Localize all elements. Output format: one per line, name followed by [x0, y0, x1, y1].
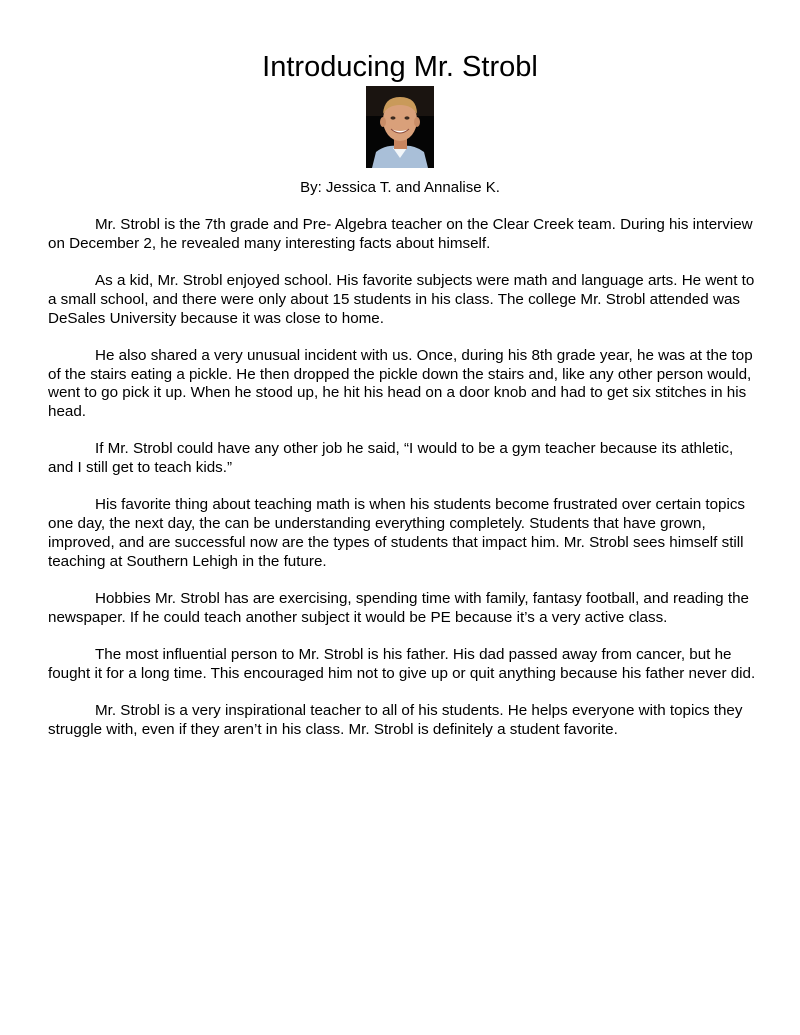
article-byline: By: Jessica T. and Annalise K.: [300, 179, 500, 196]
paragraph-childhood: As a kid, Mr. Strobl enjoyed school. His favorite subjects were math and language arts. He went to a small school, and there were only about 15 students in his class. The college Mr. Strobl attended was DeSales University because it was close to home.: [48, 272, 755, 327]
paragraph-influential-person: The most influential person to Mr. Strobl is his father. His dad passed away from cancer, but he fought it for a long time. This encouraged him not to give up or quit anything because his father never did.: [48, 646, 756, 682]
paragraph-hobbies: Hobbies Mr. Strobl has are exercising, spending time with family, fantasy football, and reading the newspaper. If he could teach another subject it would be PE because it’s a very active class.: [48, 589, 749, 626]
paragraph-pickle-incident: He also shared a very unusual incident with us. Once, during his 8th grade year, he was at the top of the stairs eating a pickle. He then dropped the pickle down the stairs and, like any other person would, went to go pick it up. When he stood up, he hit his head on a door knob and had to get six stitches in his head.: [48, 346, 753, 420]
article-body: [48, 216, 760, 758]
page-title: Introducing Mr. Strobl: [262, 51, 538, 83]
paragraph-teaching-math: His favorite thing about teaching math is when his students become frustrated over certain topics one day, the next day, the can be understanding everything completely. Students that have grown, improved, and are successful now are the types of students that impact him. Mr. Strobl sees himself still teaching at Southern Lehigh in the future.: [48, 496, 746, 570]
teacher-portrait-photo: [366, 86, 434, 168]
paragraph-introduction: Mr. Strobl is the 7th grade and Pre- Algebra teacher on the Clear Creek team. During his interview on December 2, he revealed many interesting facts about himself.: [48, 216, 753, 252]
paragraph-conclusion: Mr. Strobl is a very inspirational teacher to all of his students. He helps everyone with topics they struggle with, even if they aren’t in his class. Mr. Strobl is definitely a student favorite.: [48, 702, 743, 738]
paragraph-other-job: If Mr. Strobl could have any other job he said, “I would to be a gym teacher because its athletic, and I still get to teach kids.”: [48, 440, 734, 477]
